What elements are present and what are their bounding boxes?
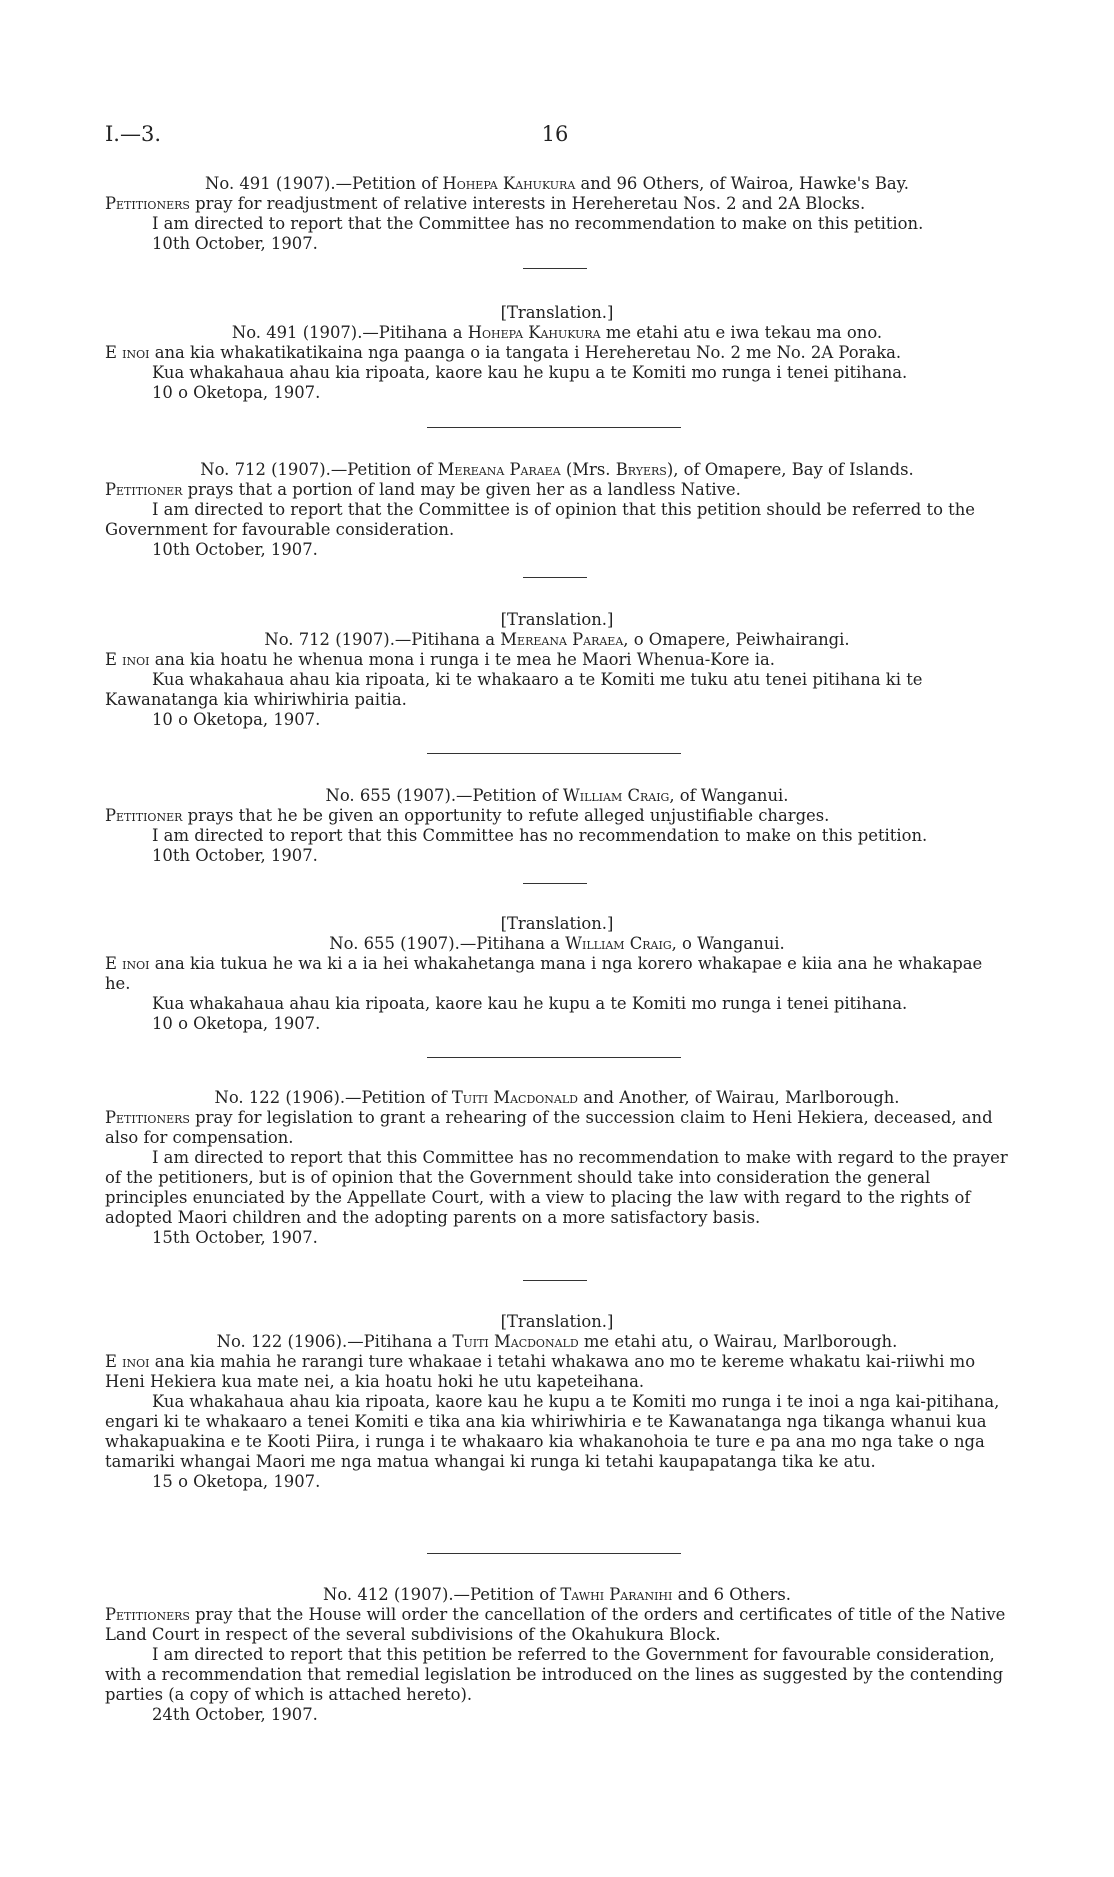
section-divider bbox=[523, 1280, 587, 1281]
translation-label: [Translation.] bbox=[500, 914, 614, 933]
report-date: 15th October, 1907. bbox=[152, 1228, 318, 1247]
translation-heading: No. 122 (1906).—Pitihana a Tuiti Macdonald me etahi atu, o Wairau, Marlborough. bbox=[216, 1332, 898, 1351]
petition-heading: No. 712 (1907).—Petition of Mereana Paraea (Mrs. Bryers), of Omapere, Bay of Islands. bbox=[200, 460, 914, 479]
translation-heading: No. 655 (1907).—Pitihana a William Craig, o Wanganui. bbox=[329, 934, 785, 953]
translation-label: [Translation.] bbox=[500, 610, 614, 629]
section-divider bbox=[523, 577, 587, 578]
petition-412-english bbox=[105, 1585, 1009, 1725]
committee-report: I am directed to report that this Committee has no recommendation to make on this petition. bbox=[152, 826, 928, 845]
petition-prayer: Petitioners pray for readjustment of relative interests in Hereheretau Nos. 2 and 2A Blocks. bbox=[105, 194, 866, 213]
petition-122-english bbox=[105, 1088, 1009, 1248]
translation-heading: No. 491 (1907).—Pitihana a Hohepa Kahukura me etahi atu e iwa tekau ma ono. bbox=[231, 323, 883, 342]
section-divider bbox=[523, 268, 587, 269]
translation-report: Kua whakahaua ahau kia ripoata, ki te whakaaro a te Komiti me tuku atu tenei pitihana ki te Kawanatanga kia whiriwhiria paitia. bbox=[105, 670, 923, 709]
petition-prayer: Petitioners pray for legislation to grant a rehearing of the succession claim to Heni Hekiera, deceased, and also for compensation. bbox=[105, 1108, 993, 1147]
page-number: 16 bbox=[541, 122, 569, 146]
translation-date: 15 o Oketopa, 1907. bbox=[152, 1472, 321, 1491]
translation-label: [Translation.] bbox=[500, 303, 614, 322]
committee-report: I am directed to report that the Committee is of opinion that this petition should be referred to the Government for favourable consideration. bbox=[105, 500, 975, 539]
petition-712-translation bbox=[105, 610, 1009, 730]
petition-712-english bbox=[105, 460, 1009, 560]
translation-label: [Translation.] bbox=[500, 1312, 614, 1331]
petition-655-english bbox=[105, 786, 1009, 866]
petitioner-name: Hohepa Kahukura bbox=[442, 174, 576, 193]
section-divider bbox=[427, 1553, 681, 1554]
translation-prayer: E inoi ana kia whakatikatikaina nga paanga o ia tangata i Hereheretau No. 2 me No. 2A Poraka. bbox=[105, 343, 902, 362]
committee-report: I am directed to report that the Committee has no recommendation to make on this petition. bbox=[152, 214, 924, 233]
translation-date: 10 o Oketopa, 1907. bbox=[152, 1014, 321, 1033]
section-divider bbox=[523, 883, 587, 884]
translation-date: 10 o Oketopa, 1907. bbox=[152, 383, 321, 402]
petition-prayer: Petitioner prays that he be given an opportunity to refute alleged unjustifiable charges. bbox=[105, 806, 830, 825]
section-divider bbox=[427, 1057, 681, 1058]
committee-report: I am directed to report that this Committee has no recommendation to make with regard to the prayer of the petitioners, but is of opinion that the Government should take into consideration the general principles enunciated by the Appellate Court, with a view to placing the law with regard to the rights of adopted Maori children and the adopting parents on a more satisfactory basis. bbox=[105, 1148, 1008, 1227]
translation-report: Kua whakahaua ahau kia ripoata, kaore kau he kupu a te Komiti mo runga i te inoi a nga kai-pitihana, engari ki te whakaaro a tenei Komiti e tika ana kia whiriwhiria e te Kawanatanga nga tikanga whanui kua whakapuakina e te Kooti Piira, i runga i te whakaaro kia whakanohoia te ture e pa ana mo nga take o nga tamariki whangai Maori me nga matua whangai ki runga ki tetahi kaupapatanga tika ke atu. bbox=[105, 1392, 1000, 1471]
translation-prayer: E inoi ana kia hoatu he whenua mona i runga i te mea he Maori Whenua-Kore ia. bbox=[105, 650, 775, 669]
translation-prayer: E inoi ana kia tukua he wa ki a ia hei whakahetanga mana i nga korero whakapae e kiia ana he whakapae he. bbox=[105, 954, 983, 993]
petition-122-translation bbox=[105, 1312, 1009, 1492]
section-divider bbox=[427, 753, 681, 754]
translation-heading: No. 712 (1907).—Pitihana a Mereana Paraea, o Omapere, Peiwhairangi. bbox=[264, 630, 850, 649]
translation-prayer: E inoi ana kia mahia he rarangi ture whakaae i tetahi whakawa ano mo te kereme whakatu kai-riiwhi mo Heni Hekiera kua mate nei, a kia hoatu hoki he utu kapeteihana. bbox=[105, 1352, 976, 1391]
petition-491-translation bbox=[105, 303, 1009, 403]
report-date: 10th October, 1907. bbox=[152, 846, 318, 865]
report-date: 24th October, 1907. bbox=[152, 1705, 318, 1724]
translation-date: 10 o Oketopa, 1907. bbox=[152, 710, 321, 729]
petition-prayer: Petitioner prays that a portion of land may be given her as a landless Native. bbox=[105, 480, 741, 499]
petition-heading: No. 655 (1907).—Petition of William Craig, of Wanganui. bbox=[325, 786, 789, 805]
section-divider bbox=[427, 427, 681, 428]
committee-report: I am directed to report that this petition be referred to the Government for favourable consideration, with a recommendation that remedial legislation be introduced on the lines as suggested by the contending parties (a copy of which is attached hereto). bbox=[105, 1645, 1004, 1704]
petition-491-english bbox=[105, 174, 1009, 254]
report-date: 10th October, 1907. bbox=[152, 234, 318, 253]
page-header bbox=[105, 122, 1005, 152]
petition-prayer: Petitioners pray that the House will order the cancellation of the orders and certificates of title of the Native Land Court in respect of the several subdivisions of the Okahukura Block. bbox=[105, 1605, 1006, 1644]
petition-heading: No. 412 (1907).—Petition of Tawhi Paranihi and 6 Others. bbox=[323, 1585, 791, 1604]
translation-report: Kua whakahaua ahau kia ripoata, kaore kau he kupu a te Komiti mo runga i tenei pitihana. bbox=[152, 363, 908, 382]
translation-report: Kua whakahaua ahau kia ripoata, kaore kau he kupu a te Komiti mo runga i tenei pitihana. bbox=[152, 994, 908, 1013]
petition-heading: No. 491 (1907).—Petition of Hohepa Kahukura and 96 Others, of Wairoa, Hawke's Bay. bbox=[205, 174, 909, 193]
petition-655-translation bbox=[105, 914, 1009, 1034]
document-reference: I.—3. bbox=[105, 122, 162, 146]
report-date: 10th October, 1907. bbox=[152, 540, 318, 559]
petition-heading: No. 122 (1906).—Petition of Tuiti Macdonald and Another, of Wairau, Marlborough. bbox=[214, 1088, 900, 1107]
